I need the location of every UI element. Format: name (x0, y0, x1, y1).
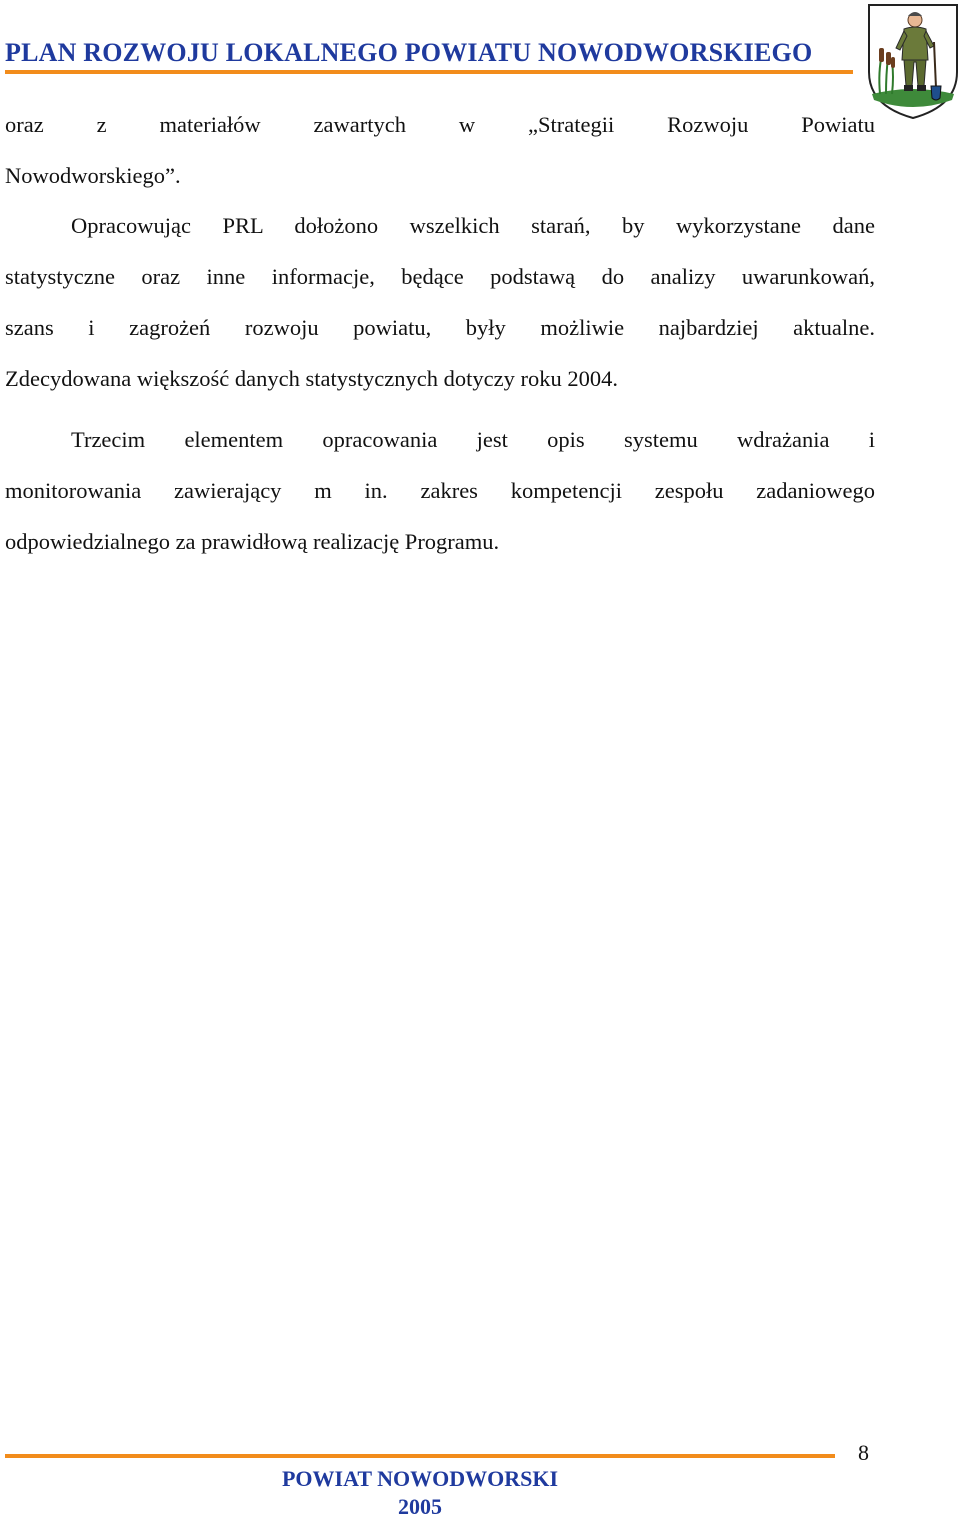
paragraph-line: oraz z materiałów zawartych w „Strategii Rozwoju Powiatu (5, 112, 875, 137)
paragraph-line: odpowiedzialnego za prawidłową realizację Programu. (5, 529, 500, 554)
paragraph-line: Zdecydowana większość danych statystycznych dotyczy roku 2004. (5, 366, 618, 391)
paragraph-line: Opracowując PRL dołożono wszelkich starań, by wykorzystane dane (71, 213, 875, 238)
paragraph-line: monitorowania zawierający m in. zakres kompetencji zespołu zadaniowego (5, 478, 875, 503)
footer-year: 2005 (398, 1494, 442, 1519)
paragraph-line: statystyczne oraz inne informacje, będące podstawą do analizy uwarunkowań, (5, 264, 875, 289)
coat-of-arms-icon (866, 2, 960, 120)
paragraph-line: Nowodworskiego”. (5, 163, 181, 188)
page-number: 8 (858, 1440, 869, 1465)
paragraph-line: szans i zagrożeń rozwoju powiatu, były możliwie najbardziej aktualne. (5, 315, 875, 340)
footer-organization: POWIAT NOWODWORSKI (281, 1466, 559, 1491)
header-divider (5, 70, 853, 74)
document-header-title: PLAN ROZWOJU LOKALNEGO POWIATU NOWODWORSKIEGO (5, 38, 813, 67)
footer-divider (5, 1454, 835, 1458)
paragraph-line: Trzecim elementem opracowania jest opis systemu wdrażania i (71, 427, 875, 452)
